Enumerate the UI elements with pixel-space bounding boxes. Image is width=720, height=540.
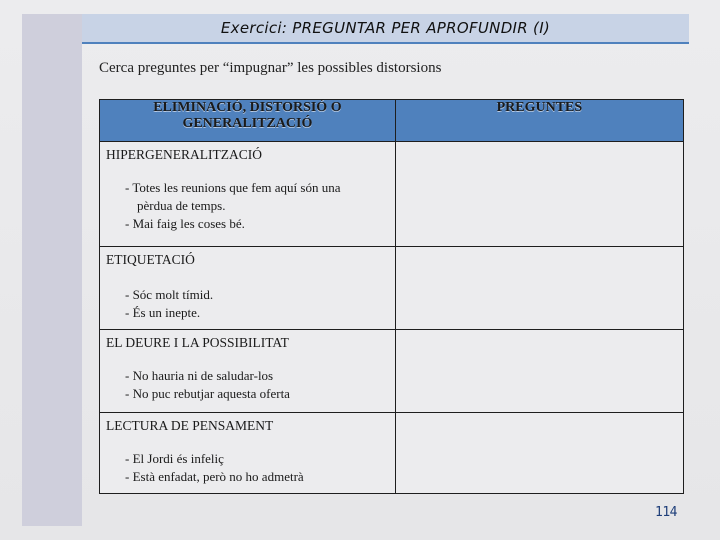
example-item: - Mai faig les coses bé. — [125, 216, 245, 231]
decorative-side-band — [22, 14, 82, 526]
table-row — [100, 413, 684, 494]
example-item: - No hauria ni de saludar-los — [125, 368, 274, 383]
table-row — [100, 142, 684, 247]
table-header-row — [100, 100, 684, 142]
category-title: EL DEURE I LA POSSIBILITAT — [106, 335, 289, 350]
slide-title: Exercici: PREGUNTAR PER APROFUNDIR (I) — [220, 19, 551, 37]
example-item: - Està enfadat, però no ho admetrà — [125, 469, 304, 484]
page-number: 114 — [655, 505, 677, 520]
category-cell — [100, 247, 396, 330]
example-item: - És un inepte. — [125, 305, 201, 320]
category-title: HIPERGENERALITZACIÓ — [106, 147, 262, 162]
example-item: - Sóc molt tímid. — [125, 287, 214, 302]
category-cell — [100, 142, 396, 247]
example-text: - Totes les reunions que fem aquí són una — [125, 180, 341, 195]
slide-subtitle: Cerca preguntes per “impugnar” les possibles distorsions — [99, 60, 442, 76]
table-row — [100, 330, 684, 413]
example-item — [100, 179, 395, 215]
questions-answer-cell[interactable] — [395, 247, 683, 330]
questions-answer-cell[interactable] — [395, 142, 683, 247]
title-underline — [82, 42, 689, 44]
exercise-table — [99, 99, 684, 494]
example-item: - No puc rebutjar aquesta oferta — [125, 386, 290, 401]
example-item: - El Jordi és infeliç — [125, 451, 224, 466]
category-cell — [100, 330, 396, 413]
table-row — [100, 247, 684, 330]
category-cell — [100, 413, 396, 494]
example-text-continued: pèrdua de temps. — [137, 198, 226, 213]
header-distortion: ELIMINACIÓ, DISTORSIÓ O GENERALITZACIÓ — [100, 100, 396, 142]
questions-answer-cell[interactable] — [395, 330, 683, 413]
category-title: ETIQUETACIÓ — [106, 252, 195, 267]
questions-answer-cell[interactable] — [395, 413, 683, 494]
header-questions: PREGUNTES — [395, 100, 683, 142]
category-title: LECTURA DE PENSAMENT — [106, 418, 274, 433]
